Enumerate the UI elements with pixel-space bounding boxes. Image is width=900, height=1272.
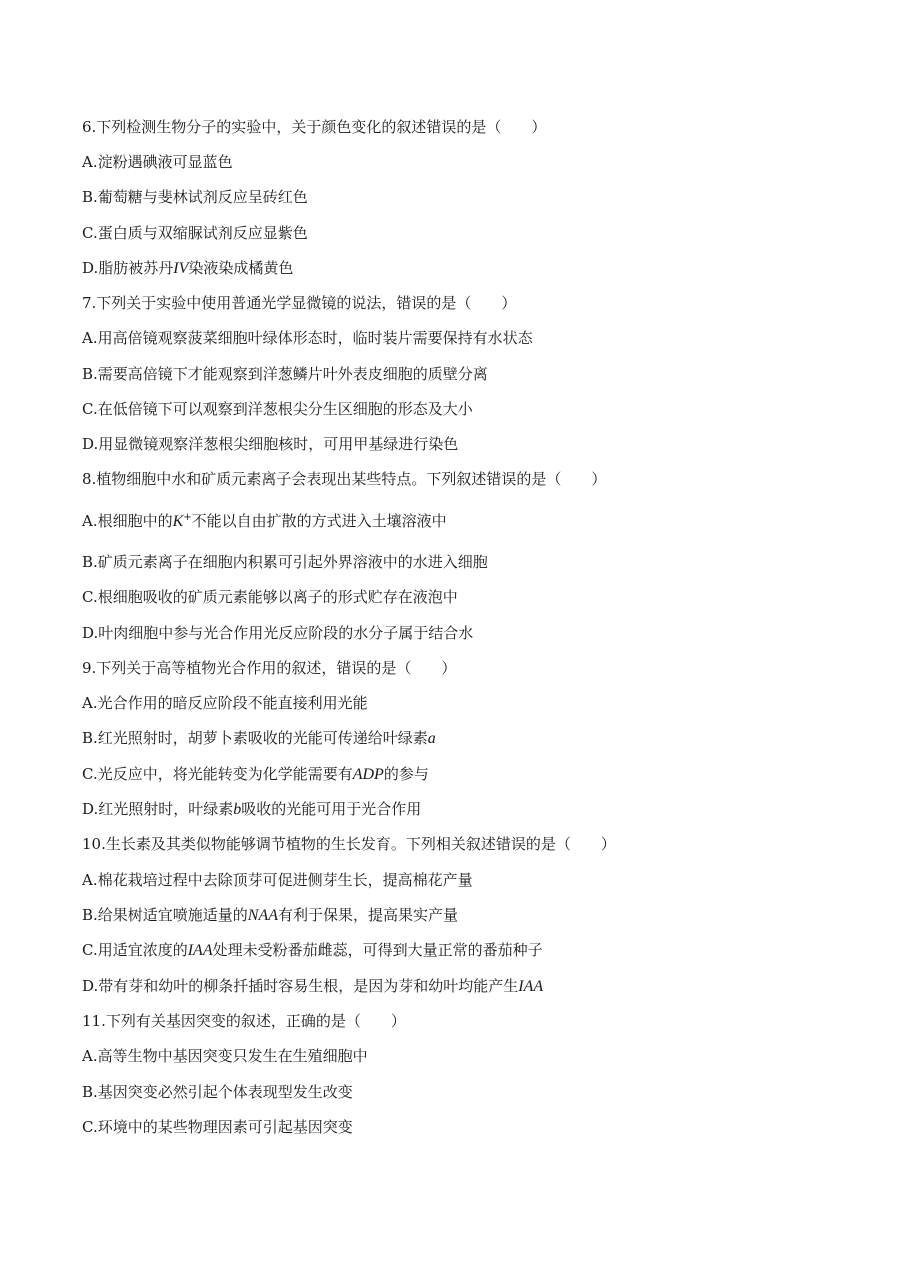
question-11-option-c: C.环境中的某些物理因素可引起基因突变: [82, 1118, 353, 1136]
question-8-option-d: D.叶肉细胞中参与光合作用光反应阶段的水分子属于结合水: [82, 624, 474, 642]
question-11-stem: 11.下列有关基因突变的叙述，正确的是（ ）: [82, 1012, 406, 1030]
question-9-option-c: C.光反应中，将光能转变为化学能需要有ADP的参与: [82, 765, 429, 783]
italic-var: a: [427, 730, 436, 747]
question-6-option-d: D.脂肪被苏丹IV染液染成橘黄色: [82, 259, 294, 277]
question-10-option-c: C.用适宜浓度的IAA处理未受粉番茄雌蕊，可得到大量正常的番茄种子: [82, 941, 543, 959]
question-7-option-d: D.用显微镜观察洋葱根尖细胞核时，可用甲基绿进行染色: [82, 435, 459, 453]
question-6-option-b: B.葡萄糖与斐林试剂反应呈砖红色: [82, 188, 308, 206]
question-9-stem: 9.下列关于高等植物光合作用的叙述，错误的是（ ）: [82, 659, 457, 677]
question-10-option-d: D.带有芽和幼叶的柳条扦插时容易生根，是因为芽和幼叶均能产生IAA: [82, 977, 544, 995]
italic-var: ADP: [352, 766, 384, 783]
italic-var: IAA: [187, 942, 213, 959]
question-6-option-c: C.蛋白质与双缩脲试剂反应显紫色: [82, 224, 308, 242]
question-8-option-c: C.根细胞吸收的矿质元素能够以离子的形式贮存在液泡中: [82, 588, 458, 606]
italic-var: IAA: [518, 978, 544, 995]
question-8-stem: 8.植物细胞中水和矿质元素离子会表现出某些特点。下列叙述错误的是（ ）: [82, 470, 607, 488]
question-11-option-b: B.基因突变必然引起个体表现型发生改变: [82, 1083, 353, 1101]
question-10-stem: 10.生长素及其类似物能够调节植物的生长发育。下列相关叙述错误的是（ ）: [82, 835, 616, 853]
italic-var: K: [172, 513, 184, 530]
italic-var: IV: [173, 260, 189, 277]
question-7-option-b: B.需要高倍镜下才能观察到洋葱鳞片叶外表皮细胞的质壁分离: [82, 365, 488, 383]
question-9-option-a: A.光合作用的暗反应阶段不能直接利用光能: [82, 694, 368, 712]
question-7-option-c: C.在低倍镜下可以观察到洋葱根尖分生区细胞的形态及大小: [82, 400, 473, 418]
question-10-option-a: A.棉花栽培过程中去除顶芽可促进侧芽生长，提高棉花产量: [82, 871, 473, 889]
question-11-option-a: A.高等生物中基因突变只发生在生殖细胞中: [82, 1047, 368, 1065]
question-9-option-b: B.红光照射时，胡萝卜素吸收的光能可传递给叶绿素a: [82, 729, 436, 747]
question-10-option-b: B.给果树适宜喷施适量的NAA有利于保果，提高果实产量: [82, 906, 459, 924]
question-8-option-b: B.矿质元素离子在细胞内积累可引起外界溶液中的水进入细胞: [82, 553, 488, 571]
italic-var: b: [233, 801, 242, 818]
question-9-option-d: D.红光照射时，叶绿素b吸收的光能可用于光合作用: [82, 800, 422, 818]
italic-var: NAA: [247, 907, 279, 924]
question-7-stem: 7.下列关于实验中使用普通光学显微镜的说法，错误的是（ ）: [82, 294, 517, 312]
question-8-option-a: A.根细胞中的K+不能以自由扩散的方式进入土壤溶液中: [82, 512, 447, 530]
question-6-stem: 6.下列检测生物分子的实验中，关于颜色变化的叙述错误的是（ ）: [82, 118, 547, 136]
question-7-option-a: A.用高倍镜观察菠菜细胞叶绿体形态时，临时装片需要保持有水状态: [82, 329, 533, 347]
question-6-option-a: A.淀粉遇碘液可显蓝色: [82, 153, 233, 171]
